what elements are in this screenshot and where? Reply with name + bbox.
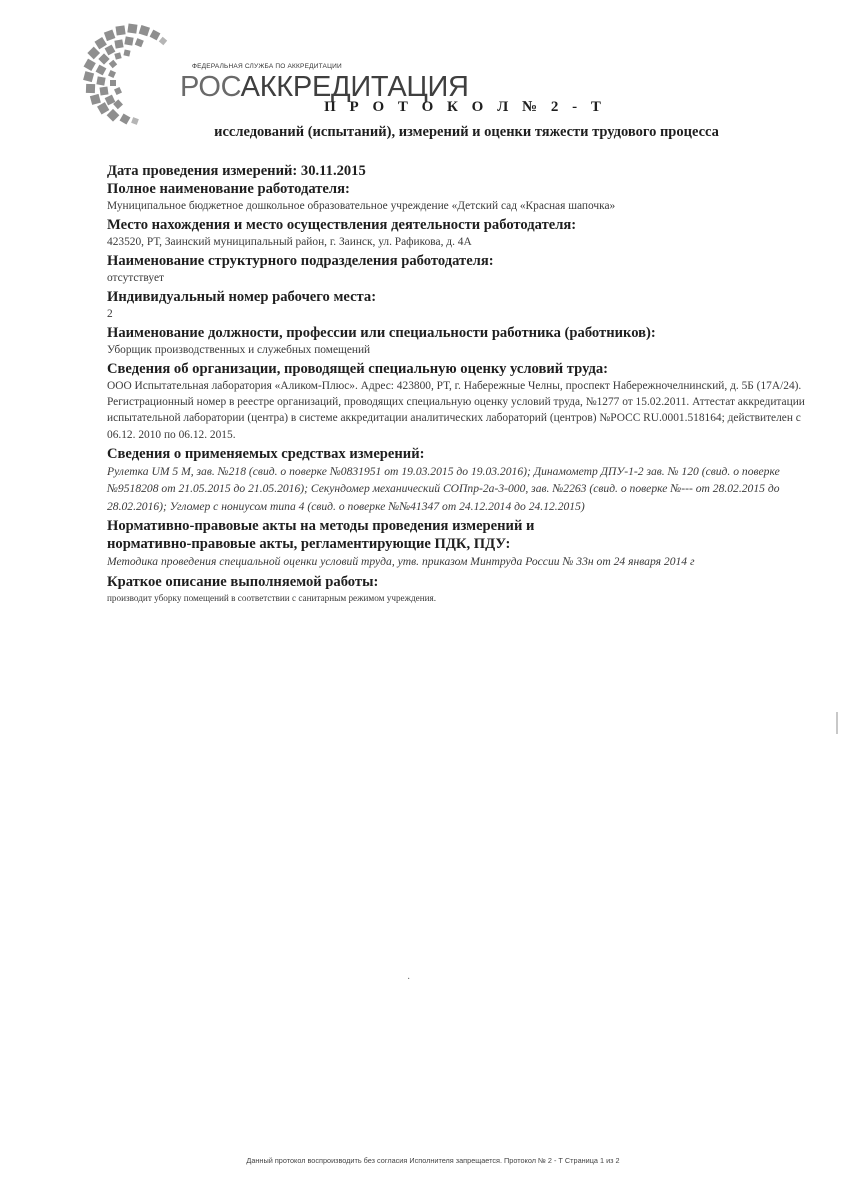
document-body [107,162,822,608]
page-footer: Данный протокол воспроизводить без согласия Исполнителя запрещается. Протокол № 2 - Т Страница 1 из 2 [246,1156,620,1165]
section-heading-organization: Сведения об организации, проводящей специальную оценку условий труда: [107,361,608,377]
section-value-structural-unit: отсутствует [107,272,164,284]
section-heading-workplace-number: Индивидуальный номер рабочего места: [107,289,377,305]
section-value-instruments: Рулетка UM 5 M, зав. №218 (свид. о поверке №0831951 от 19.03.2015 до 19.03.2016); Динамометр ДПУ-1-2 зав. № 120 (свид. о поверке №9518208 от 21.05.2015 до 21.05.2016); Секундомер механический СОПпр-2а-3-000, зав. №2263 (свид. о поверке №--- от 28.02.2015 до 28.02.2016); Угломер с нониусом типа 4 (свид. о поверке №№41347 от 24.12.2014 до 24.12.2015) [107,464,780,513]
section-heading-position: Наименование должности, профессии или специальности работника (работников): [107,325,656,341]
section-heading-structural-unit: Наименование структурного подразделения работодателя: [107,253,494,269]
section-heading-regulations-line2: нормативно-правовые акты, регламентирующие ПДК, ПДУ: [107,536,511,553]
section-heading-employer-location: Место нахождения и место осуществления деятельности работодателя: [107,217,577,233]
scan-artifact-center: · [407,974,411,985]
document-title: П Р О Т О К О Л № 2 - Т [324,99,606,115]
logo-service-text: ФЕДЕРАЛЬНАЯ СЛУЖБА ПО АККРЕДИТАЦИИ [192,63,342,70]
section-value-employer-name: Муниципальное бюджетное дошкольное образовательное учреждение «Детский сад «Красная шапочка» [107,200,616,212]
measurement-date: Дата проведения измерений: 30.11.2015 [107,163,366,179]
section-heading-regulations-line1: Нормативно-правовые акты на методы проведения измерений и [107,518,535,535]
document-subtitle: исследований (испытаний), измерений и оценки тяжести трудового процесса [214,124,719,140]
section-heading-instruments: Сведения о применяемых средствах измерений: [107,445,425,462]
section-heading-work-description: Краткое описание выполняемой работы: [107,573,379,590]
logo-name-part2: АККРЕДИТАЦИЯ [240,71,469,103]
section-value-organization: ООО Испытательная лаборатория «Аликом-Плюс». Адрес: 423800, РТ, г. Набережные Челны, проспект Набережночелнинский, д. 5Б (17А/24). Регистрационный номер в реестре организаций, проводящих специальную оценку условий труда, №1277 от 15.02.2011. Аттестат аккредитации испытательной лаборатории (центра) в системе аккредитации аналитических лабораторий (центров) №РОСС RU.0001.518164; действителен с 06.12. 2010 по 06.12. 2015. [107,380,805,441]
section-value-work-description: производит уборку помещений в соответствии с санитарным режимом учреждения. [107,592,437,603]
section-value-employer-location: 423520, РТ, Заинский муниципальный район, г. Заинск, ул. Рафикова, д. 4А [107,236,472,248]
section-value-workplace-number: 2 [107,308,113,320]
section-value-regulations: Методика проведения специальной оценки условий труда, утв. приказом Минтруда России № 33н от 24 января 2014 г [107,555,695,569]
scan-artifact-right [836,712,838,734]
logo-name [180,73,469,102]
section-value-position: Уборщик производственных и служебных помещений [107,344,371,356]
section-heading-employer-name: Полное наименование работодателя: [107,181,350,197]
logo-name-part1: РОС [180,71,241,103]
